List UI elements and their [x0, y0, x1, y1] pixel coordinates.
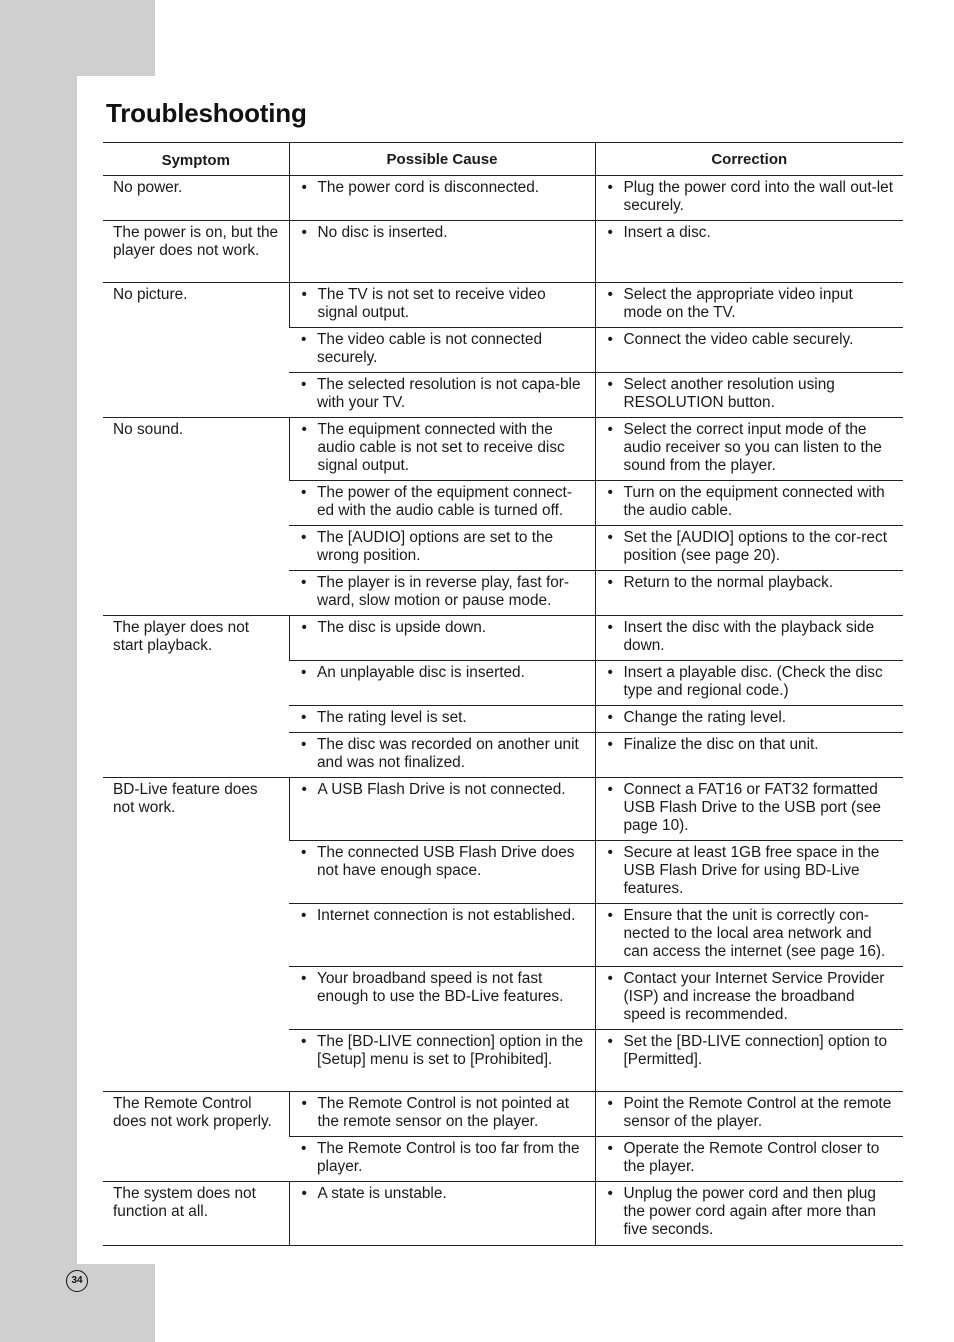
cause-text: • The equipment connected with the audio cable is not set to receive disc signal output.	[300, 421, 587, 475]
correction-cell	[595, 571, 903, 616]
cause-text: • The Remote Control is not pointed at the remote sensor on the player.	[300, 1095, 587, 1131]
correction-cell	[595, 176, 903, 221]
cause-text: • The power cord is disconnected.	[300, 179, 587, 197]
cause-text: • The TV is not set to receive video signal output.	[300, 286, 587, 322]
symptom-header: Symptom	[103, 143, 289, 176]
correction-cell	[595, 373, 903, 418]
cause-cell	[289, 616, 595, 661]
correction-cell	[595, 418, 903, 481]
cause-text: • The power of the equipment connect-ed with the audio cable is turned off.	[299, 484, 587, 520]
correction-text: • Secure at least 1GB free space in the USB Flash Drive for using BD-Live features.	[606, 844, 896, 898]
table-row	[103, 1182, 903, 1246]
correction-cell	[595, 904, 903, 967]
correction-text: • Operate the Remote Control closer to the player.	[606, 1140, 896, 1176]
cause-text: • The connected USB Flash Drive does not have enough space.	[299, 844, 587, 880]
correction-cell	[595, 328, 903, 373]
cause-text: • Internet connection is not established.	[299, 907, 587, 925]
cause-cell	[289, 778, 595, 841]
symptom-cell: No power.	[103, 176, 289, 221]
correction-text: • Contact your Internet Service Provider (ISP) and increase the broadband speed is recommended.	[606, 970, 896, 1024]
troubleshooting-table	[103, 142, 903, 1246]
cause-cell	[289, 221, 595, 283]
symptom-cell: No picture.	[103, 283, 289, 418]
correction-text: • Turn on the equipment connected with the audio cable.	[606, 484, 896, 520]
cause-cell	[289, 176, 595, 221]
cause-text: • Your broadband speed is not fast enough to use the BD-Live features.	[299, 970, 587, 1006]
correction-text: • Unplug the power cord and then plug the power cord again after more than five seconds.	[606, 1185, 896, 1239]
cause-text: • The selected resolution is not capa-ble with your TV.	[299, 376, 587, 412]
correction-text: • Insert a playable disc. (Check the disc type and regional code.)	[606, 664, 896, 700]
cause-text: • The [AUDIO] options are set to the wrong position.	[299, 529, 587, 565]
symptom-cell: The system does not function at all.	[103, 1182, 289, 1246]
cause-text: • The video cable is not connected securely.	[299, 331, 587, 367]
cause-text: • A USB Flash Drive is not connected.	[300, 781, 587, 799]
cause-cell	[289, 904, 595, 967]
correction-text: • Connect the video cable securely.	[606, 331, 896, 349]
cause-text: • The [BD-LIVE connection] option in the [Setup] menu is set to [Prohibited].	[299, 1033, 587, 1069]
cause-cell	[289, 1137, 595, 1182]
correction-text: • Plug the power cord into the wall out-let securely.	[606, 179, 896, 215]
correction-cell	[595, 1137, 903, 1182]
cause-cell	[289, 283, 595, 328]
correction-text: • Return to the normal playback.	[606, 574, 896, 592]
correction-text: • Point the Remote Control at the remote sensor of the player.	[606, 1095, 896, 1131]
cause-text: • The rating level is set.	[299, 709, 587, 727]
correction-header: Correction	[595, 143, 903, 176]
table-row	[103, 616, 903, 661]
cause-text: • The player is in reverse play, fast for-ward, slow motion or pause mode.	[299, 574, 587, 610]
correction-cell	[595, 1030, 903, 1092]
table-row	[103, 1092, 903, 1137]
table-row	[103, 283, 903, 328]
cause-text: • No disc is inserted.	[300, 224, 587, 242]
side-tab-top	[0, 0, 155, 76]
cause-cell	[289, 418, 595, 481]
symptom-cell: No sound.	[103, 418, 289, 616]
correction-text: • Select another resolution using RESOLUTION button.	[606, 376, 896, 412]
correction-text: • Select the appropriate video input mode on the TV.	[606, 286, 896, 322]
cause-cell	[289, 1092, 595, 1137]
correction-cell	[595, 661, 903, 706]
cause-text: • The disc was recorded on another unit and was not finalized.	[299, 736, 587, 772]
correction-text: • Ensure that the unit is correctly con-nected to the local area network and can access the internet (see page 16).	[606, 907, 896, 961]
cause-cell	[289, 706, 595, 733]
correction-text: • Insert the disc with the playback side down.	[606, 619, 896, 655]
symptom-cell: The player does not start playback.	[103, 616, 289, 778]
correction-text: • Set the [BD-LIVE connection] option to [Permitted].	[606, 1033, 896, 1069]
correction-text: • Set the [AUDIO] options to the cor-rect position (see page 20).	[606, 529, 896, 565]
symptom-cell: BD-Live feature does not work.	[103, 778, 289, 1092]
cause-cell	[289, 526, 595, 571]
cause-cell	[289, 1182, 595, 1246]
cause-cell	[289, 328, 595, 373]
cause-cell	[289, 967, 595, 1030]
correction-cell	[595, 706, 903, 733]
cause-cell	[289, 481, 595, 526]
symptom-cell: The power is on, but the player does not work.	[103, 221, 289, 283]
table-row	[103, 221, 903, 283]
cause-text: • An unplayable disc is inserted.	[299, 664, 587, 682]
correction-cell	[595, 283, 903, 328]
cause-text: • A state is unstable.	[300, 1185, 587, 1203]
correction-text: • Insert a disc.	[606, 224, 896, 242]
cause-text: • The Remote Control is too far from the player.	[299, 1140, 587, 1176]
cause-cell	[289, 571, 595, 616]
table-row	[103, 176, 903, 221]
cause-text: • The disc is upside down.	[300, 619, 587, 637]
correction-text: • Connect a FAT16 or FAT32 formatted USB Flash Drive to the USB port (see page 10).	[606, 781, 896, 835]
cause-cell	[289, 661, 595, 706]
correction-text: • Finalize the disc on that unit.	[606, 736, 896, 754]
page-number: 34	[66, 1270, 88, 1292]
correction-text: • Select the correct input mode of the audio receiver so you can listen to the sound from the player.	[606, 421, 896, 475]
cause-cell	[289, 841, 595, 904]
correction-cell	[595, 221, 903, 283]
table-header-row	[103, 143, 903, 176]
correction-text: • Change the rating level.	[606, 709, 896, 727]
side-margin	[0, 76, 77, 1264]
cause-cell	[289, 1030, 595, 1092]
cause-header: Possible Cause	[289, 143, 595, 176]
cause-cell	[289, 373, 595, 418]
correction-cell	[595, 967, 903, 1030]
table-body	[103, 176, 903, 1246]
symptom-cell: The Remote Control does not work properly.	[103, 1092, 289, 1182]
correction-cell	[595, 1092, 903, 1137]
correction-cell	[595, 526, 903, 571]
correction-cell	[595, 1182, 903, 1246]
correction-cell	[595, 481, 903, 526]
correction-cell	[595, 733, 903, 778]
page-title: Troubleshooting	[106, 98, 307, 128]
correction-cell	[595, 841, 903, 904]
correction-cell	[595, 778, 903, 841]
table-row	[103, 418, 903, 481]
correction-cell	[595, 616, 903, 661]
table-row	[103, 778, 903, 841]
cause-cell	[289, 733, 595, 778]
